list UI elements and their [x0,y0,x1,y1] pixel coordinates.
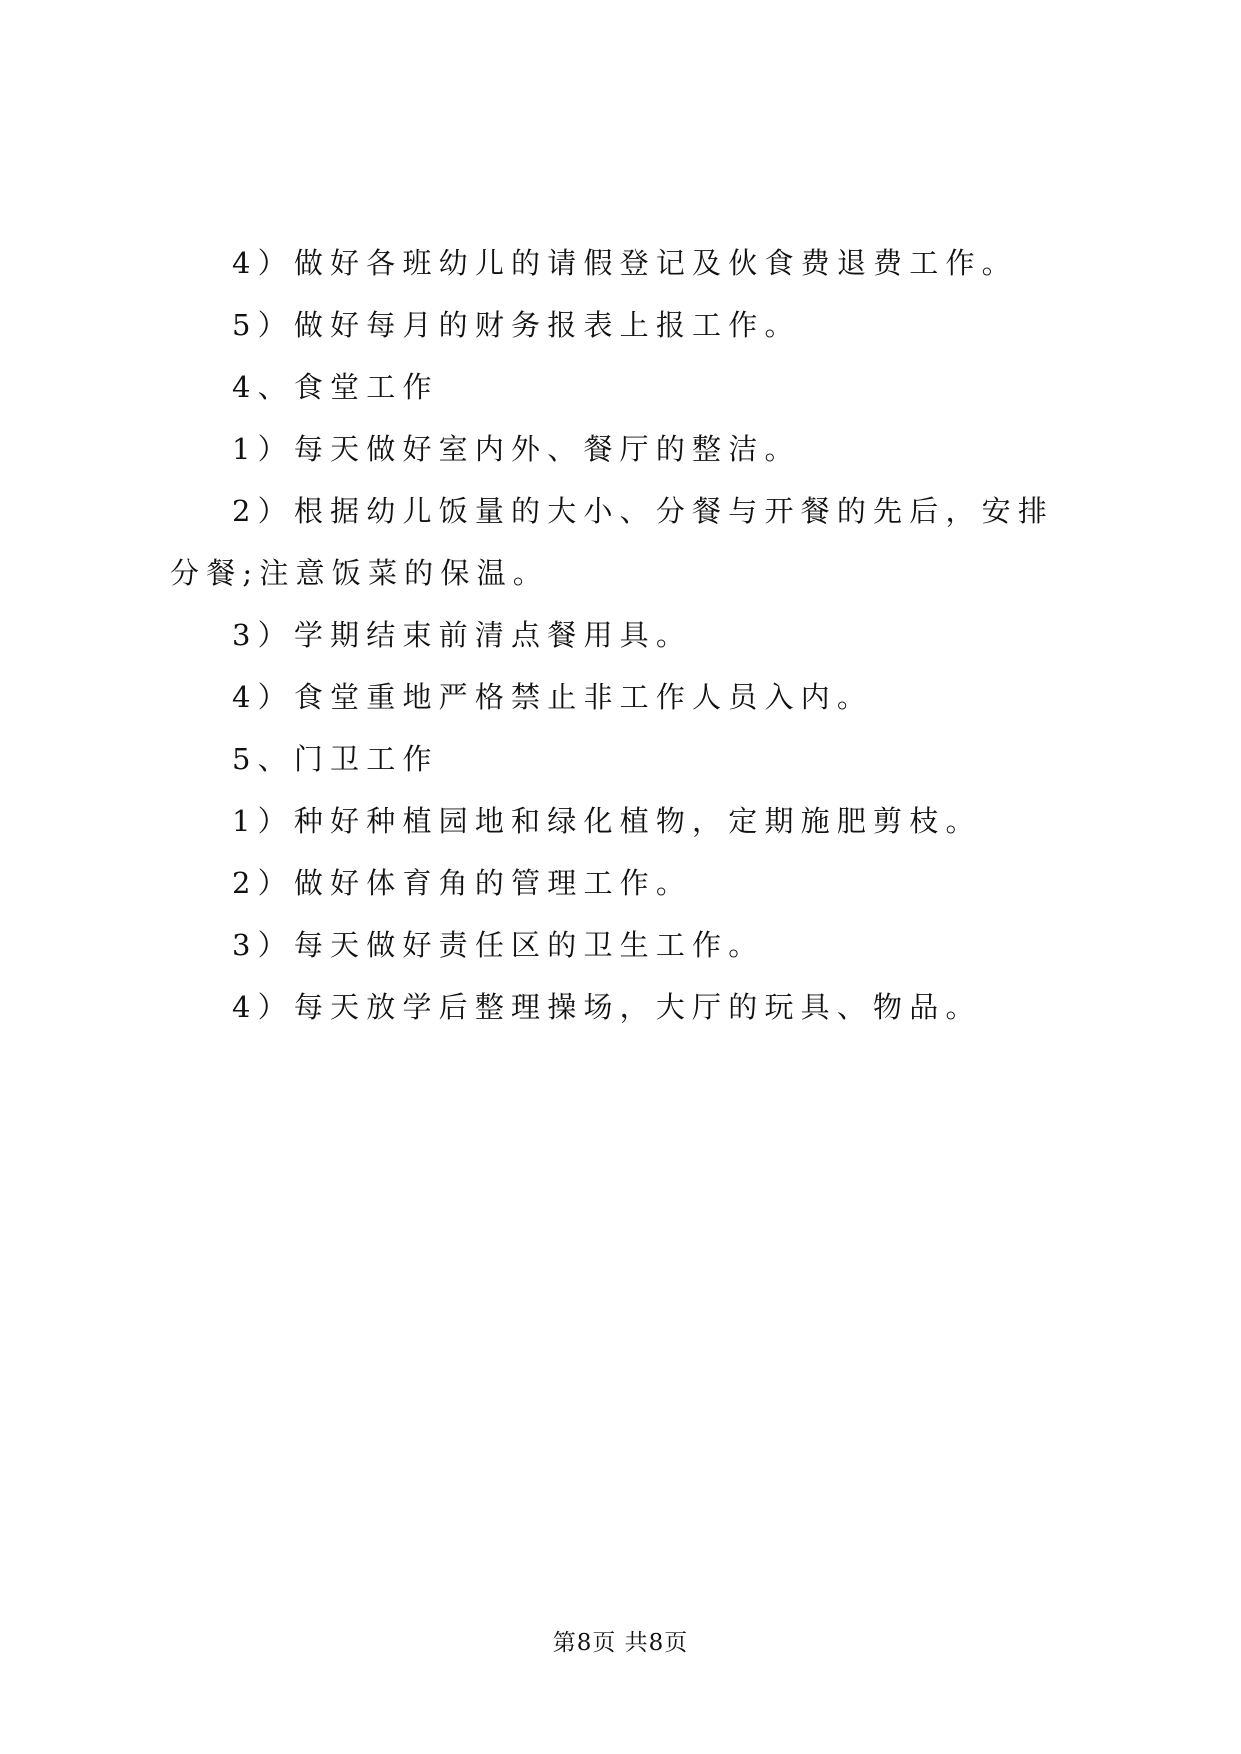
page-footer: 第8页 共8页 [552,1630,689,1656]
section-heading-gatekeeper: 5、门卫工作 [232,742,439,776]
paragraph-4: 1）每天做好室内外、餐厅的整洁。 [232,432,801,466]
paragraph-5: 2）根据幼儿饭量的大小、分餐与开餐的先后，安排分餐;注意饭菜的保温。 [170,494,1055,590]
paragraph-11: 3）每天做好责任区的卫生工作。 [232,928,765,962]
paragraph-1: 4）做好各班幼儿的请假登记及伙食费退费工作。 [232,246,1018,280]
document-body [170,232,1090,1038]
section-heading-canteen: 4、食堂工作 [232,370,439,404]
paragraph-12: 4）每天放学后整理操场，大厅的玩具、物品。 [232,990,982,1024]
paragraph-6: 3）学期结束前清点餐用具。 [232,618,693,652]
paragraph-9: 1）种好种植园地和绿化植物，定期施肥剪枝。 [232,804,982,838]
paragraph-10: 2）做好体育角的管理工作。 [232,866,693,900]
paragraph-2: 5）做好每月的财务报表上报工作。 [232,308,801,342]
paragraph-7: 4）食堂重地严格禁止非工作人员入内。 [232,680,874,714]
